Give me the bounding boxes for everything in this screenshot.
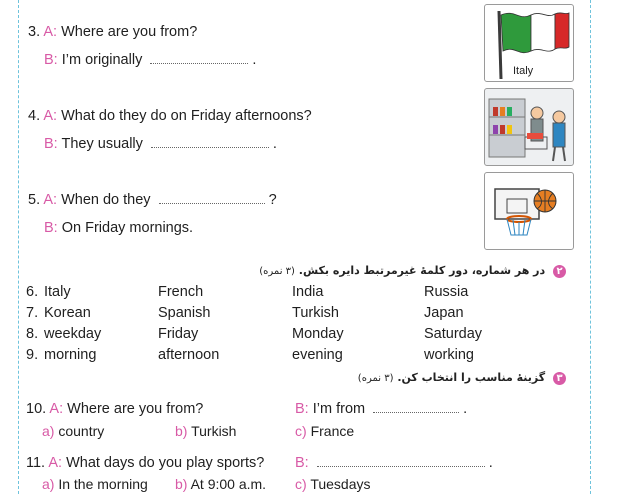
word-option[interactable]: Japan <box>424 305 464 321</box>
word-option[interactable]: working <box>424 347 474 363</box>
word-option[interactable]: Italy <box>44 284 71 300</box>
option-10b[interactable]: b) Turkish <box>175 423 237 439</box>
section-2-instruction: ۲ در هر شماره، دور کلمهٔ غیرمرتبط دایره بکش. (۳ نمره) <box>259 264 566 278</box>
option-10a[interactable]: a) country <box>42 423 105 439</box>
answer-blank-11[interactable] <box>317 455 485 467</box>
option-10c[interactable]: c) France <box>295 423 355 439</box>
answer-blank-5[interactable] <box>159 192 265 204</box>
word-option[interactable]: Friday <box>158 326 199 342</box>
answer-blank-10[interactable] <box>373 401 459 413</box>
word-option[interactable]: Monday <box>292 326 344 342</box>
word-option[interactable]: Turkish <box>292 305 339 321</box>
word-option[interactable]: Korean <box>44 305 91 321</box>
question-4-b: B: They usually . <box>44 136 277 152</box>
word-option[interactable]: evening <box>292 347 343 363</box>
question-10-b: B: I’m from . <box>295 401 468 417</box>
question-11-b: B: . <box>295 455 493 471</box>
word-option[interactable]: morning <box>44 347 97 363</box>
word-option[interactable]: French <box>158 284 204 300</box>
question-11-a: 11. A: What days do you play sports? <box>26 455 265 471</box>
answer-blank-4[interactable] <box>151 136 269 148</box>
option-11c[interactable]: c) Tuesdays <box>295 476 371 492</box>
word-option[interactable]: Russia <box>424 284 469 300</box>
question-10-a: 10. A: Where are you from? <box>26 401 204 417</box>
question-3-a: 3. A: Where are you from? <box>28 24 198 40</box>
italy-flag-picture <box>484 4 574 82</box>
option-11b[interactable]: b) At 9:00 a.m. <box>175 476 267 492</box>
answer-blank-3[interactable] <box>150 52 248 64</box>
question-4-a: 4. A: What do they do on Friday afternoons? <box>28 108 312 124</box>
question-5-b: B: On Friday mornings. <box>44 220 194 236</box>
word-option[interactable]: Spanish <box>158 305 211 321</box>
shopping-picture <box>484 88 574 166</box>
basketball-picture <box>484 172 574 250</box>
word-option[interactable]: afternoon <box>158 347 220 363</box>
flag-caption: Italy <box>513 65 534 77</box>
question-3-b: B: I’m originally . <box>44 52 257 68</box>
word-option[interactable]: weekday <box>44 326 102 342</box>
right-margin-line <box>590 0 591 494</box>
left-margin-line <box>18 0 19 494</box>
shopping-illustration-icon <box>485 89 573 165</box>
question-5-a: 5. A: When do they ? <box>28 192 277 208</box>
word-option[interactable]: India <box>292 284 324 300</box>
option-11a[interactable]: a) In the morning <box>42 476 148 492</box>
basketball-icon <box>485 173 573 249</box>
section-3-instruction: ۳ گزینهٔ مناسب را انتخاب کن. (۳ نمره) <box>358 371 566 385</box>
word-option[interactable]: Saturday <box>424 326 483 342</box>
